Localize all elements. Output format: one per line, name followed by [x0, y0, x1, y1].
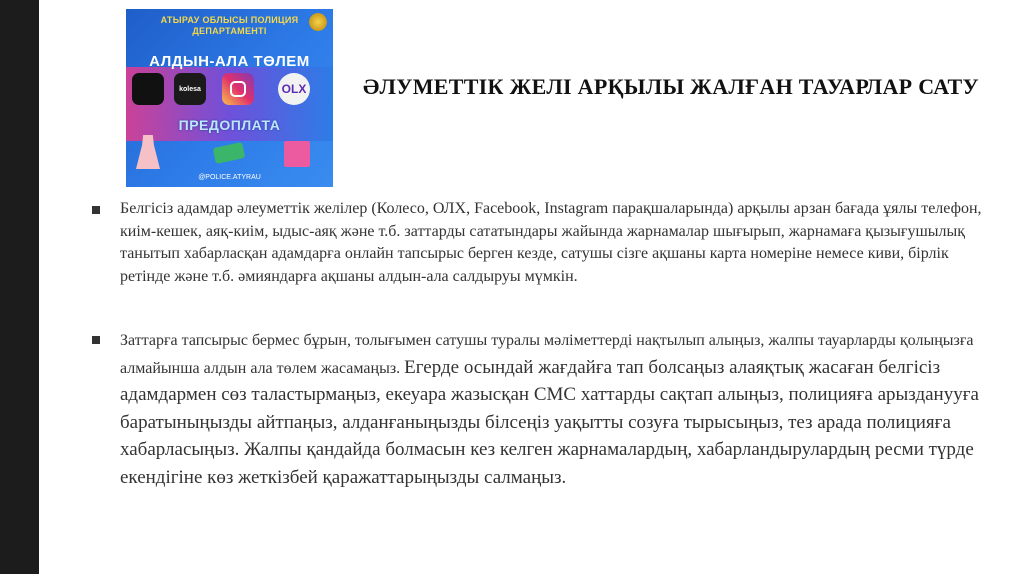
bullet-text: [120, 328, 1000, 492]
apple-icon: [132, 73, 164, 105]
bullet-text-part: Заттарға тапсырыс бермес бұрын, толығымен сатушы туралы мәліметтерді нақтылып алыңыз, жалпы тауарларды қолыңызға алмайынша алдын ала төлем жасамаңыз.: [120, 332, 974, 377]
olx-icon: [278, 73, 310, 105]
kolesa-icon: [174, 73, 206, 105]
kolesa-label: kolesa: [179, 85, 201, 93]
poster-subheading: ПРЕДОПЛАТА: [178, 117, 281, 133]
square-bullet-icon: [92, 336, 100, 344]
bullet-text: Белгісіз адамдар әлеуметтік желілер (Колесо, ОЛХ, Facebook, Instagram парақшаларында) арқылы арзан бағада ұялы телефон, киім-кешек, аяқ-киім, ыдыс-аяқ және т.б. заттарды сататындары жайында жарнамалар шығырып, жарнамаға қызығушылық танытып хабарласқан адамдарға онлайн тапсырыс берген кезде, сатушы сізге ақшаны карта номеріне немесе киви, бірлік ретінде және т.б. әмияндарға ақшаны алдын-ала салдыруы мүмкін.: [120, 200, 982, 285]
left-accent-bar: [0, 0, 39, 574]
square-bullet-icon: [92, 206, 100, 214]
poster-header: АТЫРАУ ОБЛЫСЫ ПОЛИЦИЯ ДЕПАРТАМЕНТІ: [160, 15, 299, 36]
bullet-text-large: Егерде осындай жағдайға тап болсаңыз алаяқтық жасаған белгісіз адамдармен сөз таластырмаңыз, екеуара жазысқан СМС хаттарды сақтап алыңыз, полицияға арызданууға баратыныңызды айтпаңыз, алданғаныңызды білсеңіз уақытты созуға тырысыңыз, тез арада полицияға хабарласыңыз. Жалпы қандайда болмасын кез келген жарнамалардың, хабарландырулардың ресми түрде екендігіне көз жеткізбей қаражаттарыңызды салмаңыз.: [120, 356, 979, 488]
money-icon: [213, 142, 246, 164]
instagram-icon: [222, 73, 254, 105]
olx-label: OLX: [281, 82, 307, 96]
shopping-bag-icon: [284, 141, 310, 167]
poster-heading: АЛДЫН-АЛА ТӨЛЕМ: [149, 53, 310, 70]
campaign-poster-image: [126, 9, 333, 187]
slide-title: ӘЛУМЕТТІК ЖЕЛІ АРҚЫЛЫ ЖАЛҒАН ТАУАРЛАР САТУ: [363, 74, 979, 99]
poster-footer: @POLICE.ATYRAU: [198, 174, 261, 181]
